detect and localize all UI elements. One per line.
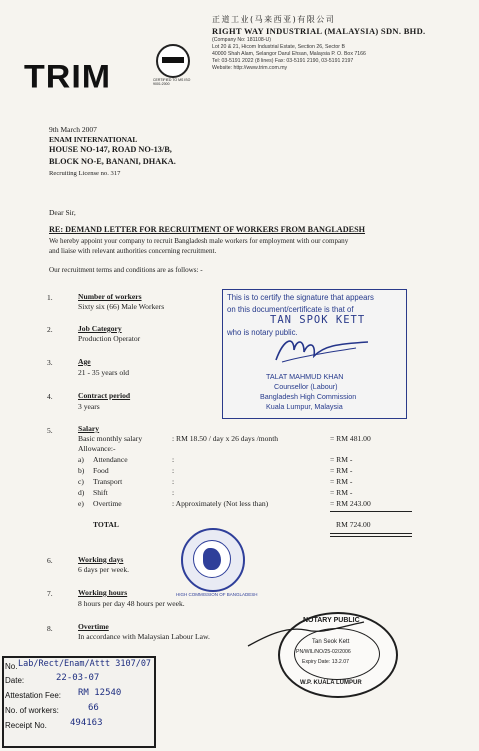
item-number: 1. [47, 293, 53, 302]
notary-seal-expiry: Expiry Date: 13.2.07 [302, 659, 350, 665]
item-number: 6. [47, 556, 53, 565]
total-double-rule [330, 536, 412, 537]
recipient-line-3: BLOCK NO-E, BANANI, DHAKA. [49, 157, 176, 166]
item-number: 7. [47, 589, 53, 598]
salutation: Dear Sir, [49, 208, 76, 217]
allowance-amount: = RM - [330, 466, 353, 475]
item-detail-working-hours: 8 hours per day 48 hours per week. [78, 599, 185, 608]
allowance-label: Allowance:- [78, 444, 116, 453]
company-phones: Tel: 03-5191 2022 (8 lines) Fax: 03-5191 2190, 03-5191 2197 [212, 58, 354, 64]
att-fee-label: Attestation Fee: [5, 691, 62, 700]
notary-signature-mark [246, 616, 366, 656]
allowance-colon: : Approximately (Not less than) [172, 499, 269, 508]
item-heading-job: Job Category [78, 324, 122, 333]
total-label: TOTAL [93, 520, 119, 529]
allowance-colon: : [172, 455, 175, 464]
item-detail-overtime: In accordance with Malaysian Labour Law. [78, 632, 210, 641]
allowance-letter: c) [78, 477, 84, 486]
bangladesh-seal-text: HIGH COMMISSION OF BANGLADESH [176, 592, 258, 597]
recruiting-license: Recruiting License no. 317 [49, 170, 121, 177]
allowance-amount: = RM - [330, 477, 353, 486]
stamp-line-2: on this document/certificate is that of [227, 305, 354, 314]
att-receipt-label: Receipt No. [5, 721, 47, 730]
quality-seal-caption: CERTIFIED TO MS ISO 9001:2000 [153, 78, 191, 86]
item-heading-age: Age [78, 357, 91, 366]
quality-seal-icon [156, 44, 190, 78]
company-logo: TRIM [24, 58, 112, 96]
company-number: (Company No: 181108-U) [212, 37, 272, 43]
letter-date: 9th March 2007 [49, 125, 97, 134]
att-no-label: No. [5, 662, 18, 671]
subject-line: RE: DEMAND LETTER FOR RECRUITMENT OF WORKERS FROM BANGLADESH [49, 225, 366, 234]
att-workers-value: 66 [88, 703, 99, 713]
basic-salary-calc: : RM 18.50 / day x 26 days /month [172, 434, 279, 443]
att-workers-label: No. of workers: [5, 706, 59, 715]
company-website: Website: http://www.trim.com.my [212, 65, 288, 71]
stamp-officer: TALAT MAHMUD KHAN [266, 372, 344, 381]
item-number: 4. [47, 392, 53, 401]
item-number: 5. [47, 426, 53, 435]
company-address-line1: Lot 20 & 21, Hicom Industrial Estate, Section 26, Sector B [212, 44, 345, 50]
allowance-letter: b) [78, 466, 85, 475]
bangladesh-seal-icon [181, 528, 245, 592]
allowance-amount: = RM 243.00 [330, 499, 371, 508]
company-chinese-name: 正道工业(马来西亚)有限公司 [212, 15, 336, 24]
item-heading-working-days: Working days [78, 555, 124, 564]
allowance-name: Transport [93, 477, 123, 486]
company-name: RIGHT WAY INDUSTRIAL (MALAYSIA) SDN. BHD. [212, 26, 426, 36]
item-heading-salary: Salary [78, 424, 100, 433]
item-number: 8. [47, 624, 53, 633]
item-number: 2. [47, 325, 53, 334]
allowance-name: Food [93, 466, 109, 475]
total-amount: RM 724.00 [336, 520, 371, 529]
terms-intro: Our recruitment terms and conditions are as follows: - [49, 266, 203, 274]
att-no-value: Lab/Rect/Enam/Attt 3107/07 [18, 659, 152, 669]
allowance-amount: = RM - [330, 455, 353, 464]
att-fee-value: RM 12540 [78, 688, 122, 698]
allowance-letter: e) [78, 499, 84, 508]
stamp-handwritten-name: TAN SPOK KETT [270, 314, 366, 326]
allowance-name: Attendance [93, 455, 128, 464]
allowance-name: Shift [93, 488, 108, 497]
allowance-amount: = RM - [330, 488, 353, 497]
att-date-value: 22-03-07 [56, 673, 100, 683]
signature-mark [272, 332, 372, 372]
basic-salary-amount: = RM 481.00 [330, 434, 371, 443]
intro-line-1: We hereby appoint your company to recruit Bangladesh male workers for employment with our company [49, 237, 349, 245]
item-detail-working-days: 6 days per week. [78, 565, 130, 574]
stamp-line-3: who is notary public. [227, 328, 298, 337]
att-date-label: Date: [5, 676, 25, 685]
item-detail-workers: Sixty six (66) Male Workers [78, 302, 165, 311]
att-receipt-value: 494163 [70, 718, 103, 728]
allowance-colon: : [172, 466, 175, 475]
allowance-letter: a) [78, 455, 84, 464]
item-detail-contract: 3 years [78, 402, 100, 411]
subtotal-rule [330, 511, 412, 512]
item-heading-workers: Number of workers [78, 292, 142, 301]
stamp-line-1: This is to certify the signature that appears [227, 293, 374, 302]
item-number: 3. [47, 358, 53, 367]
notary-seal-ref: PN/WIL/NO/25-02/2006 [296, 649, 351, 655]
company-address-line2: 40000 Shah Alam, Selangor Darul Ehsan, Malaysia P. O. Box 7166 [212, 51, 366, 57]
notary-seal-name: Tan Seok Kett [312, 639, 350, 645]
stamp-title: Counsellor (Labour) [274, 382, 338, 391]
allowance-name: Overtime [93, 499, 122, 508]
recipient-line-2: HOUSE NO-147, ROAD NO-13/B, [49, 145, 172, 154]
item-detail-age: 21 - 35 years old [78, 368, 130, 377]
stamp-org: Bangladesh High Commission [260, 392, 357, 401]
stamp-place: Kuala Lumpur, Malaysia [266, 402, 343, 411]
item-detail-job: Production Operator [78, 334, 141, 343]
total-rule [330, 533, 412, 534]
item-heading-working-hours: Working hours [78, 588, 128, 597]
recipient-line-1: ENAM INTERNATIONAL [49, 135, 138, 144]
attestation-record-box [2, 656, 156, 748]
notary-seal-top: NOTARY PUBLIC [303, 617, 360, 624]
allowance-letter: d) [78, 488, 85, 497]
allowance-colon: : [172, 477, 175, 486]
item-heading-contract: Contract period [78, 391, 131, 400]
intro-line-2: and liaise with relevant authorities concerning recruitment. [49, 247, 217, 255]
item-heading-overtime: Overtime [78, 622, 109, 631]
notary-seal-bottom: W.P. KUALA LUMPUR [300, 680, 362, 686]
allowance-colon: : [172, 488, 175, 497]
basic-salary-label: Basic monthly salary [78, 434, 143, 443]
